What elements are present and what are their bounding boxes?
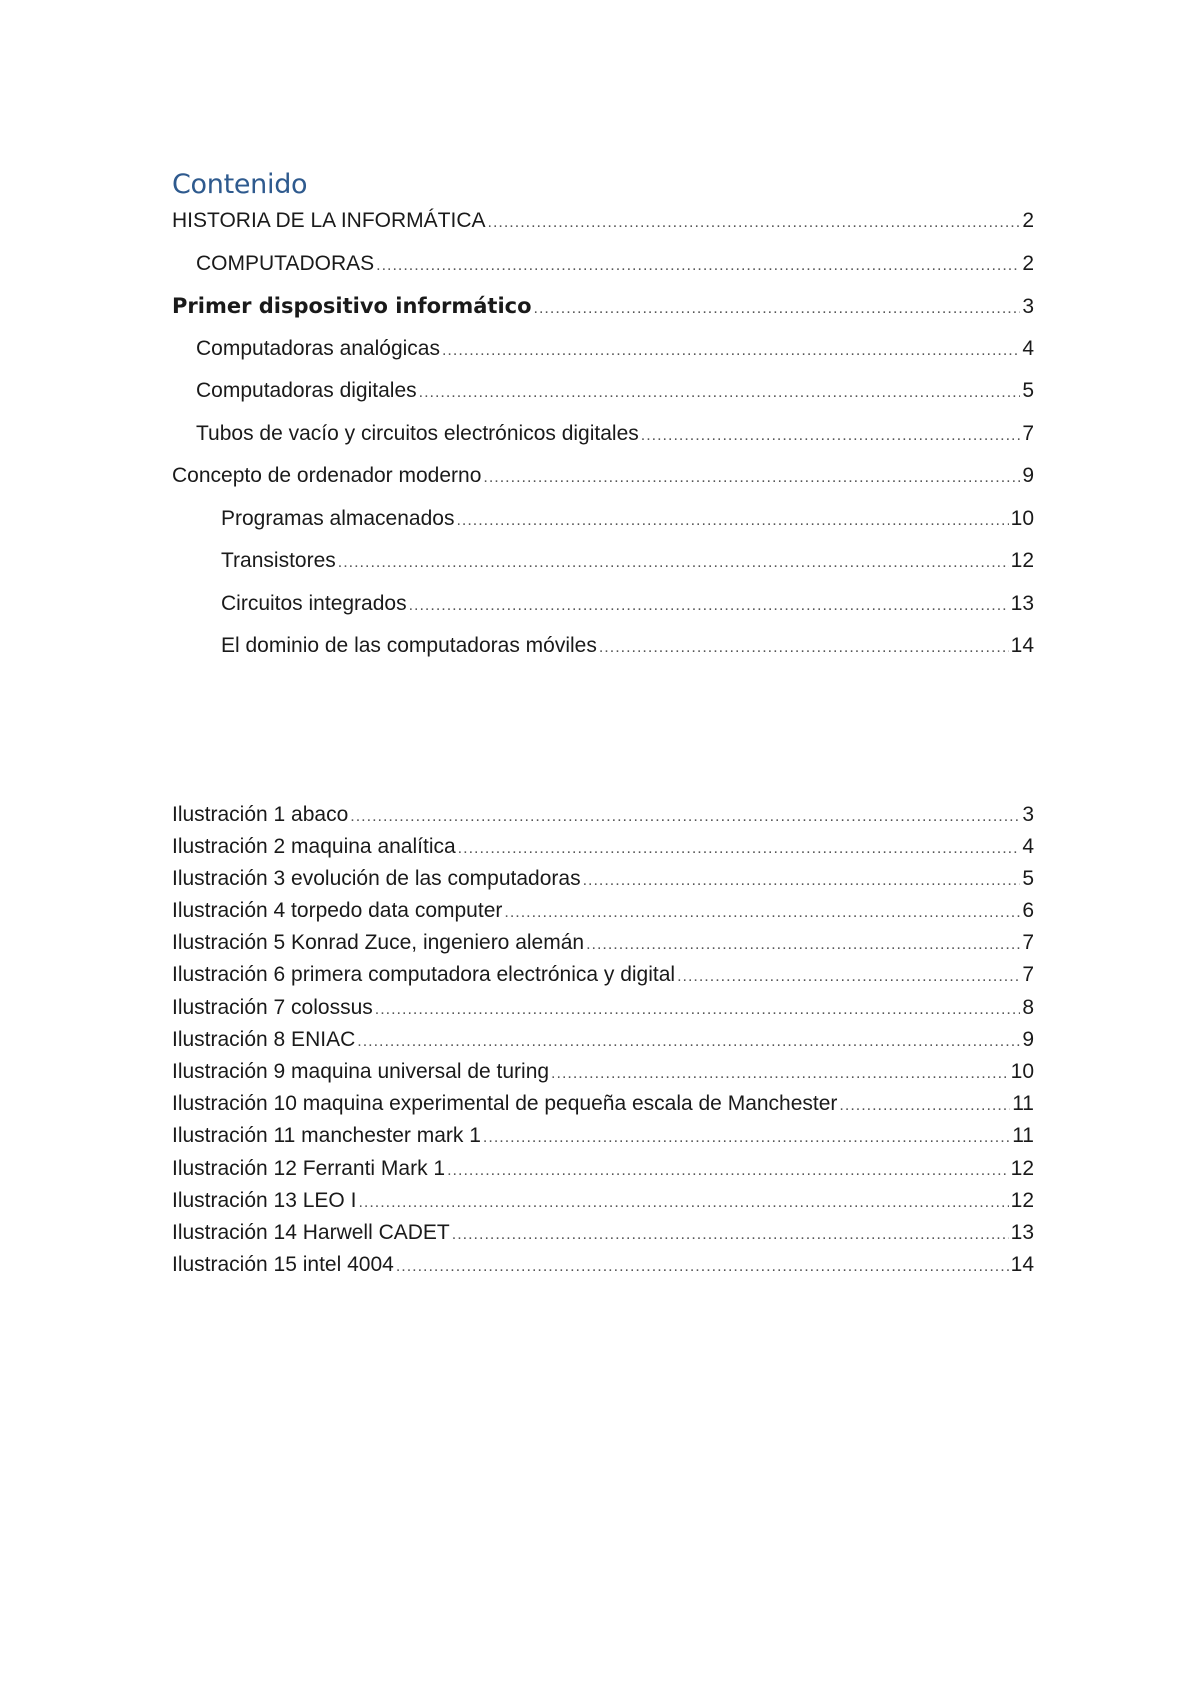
dot-leader bbox=[583, 868, 1021, 894]
figure-entry-label: Ilustración 15 intel 4004 bbox=[172, 1253, 394, 1277]
figure-entry-label: Ilustración 11 manchester mark 1 bbox=[172, 1124, 481, 1148]
figure-entry[interactable] bbox=[172, 1220, 1034, 1252]
dot-leader bbox=[456, 508, 1008, 534]
figure-entry[interactable] bbox=[172, 1123, 1034, 1155]
toc-entry-label: Programas almacenados bbox=[221, 506, 455, 530]
figure-entry-label: Ilustración 9 maquina universal de turing bbox=[172, 1060, 550, 1083]
toc-entry-label: Computadoras digitales bbox=[196, 379, 417, 402]
toc-entry-label: El dominio de las computadoras móviles bbox=[221, 634, 597, 657]
dot-leader bbox=[396, 1254, 1009, 1280]
dot-leader bbox=[409, 593, 1009, 619]
toc-entry-label: COMPUTADORAS bbox=[196, 251, 375, 275]
dot-leader bbox=[641, 423, 1021, 449]
dot-leader bbox=[375, 997, 1021, 1023]
toc-entry-page: 7 bbox=[1022, 421, 1034, 445]
figure-entry[interactable] bbox=[172, 1156, 1034, 1188]
toc-entry-page: 13 bbox=[1010, 591, 1034, 615]
figure-entry-label: Ilustración 13 LEO I bbox=[172, 1188, 357, 1212]
table-of-figures bbox=[172, 802, 1034, 1285]
toc-entry-page: 12 bbox=[1010, 549, 1034, 572]
figure-entry-label: Ilustración 4 torpedo data computer bbox=[172, 899, 503, 923]
dot-leader bbox=[483, 1125, 1010, 1151]
toc-entry-label: HISTORIA DE LA INFORMÁTICA bbox=[172, 209, 486, 232]
toc-entry[interactable] bbox=[172, 421, 1034, 464]
figure-entry-label: Ilustración 14 Harwell CADET bbox=[172, 1220, 450, 1244]
toc-entry[interactable] bbox=[172, 591, 1034, 634]
toc-entry-page: 2 bbox=[1022, 251, 1034, 275]
figure-entry[interactable] bbox=[172, 834, 1034, 866]
figure-entry-label: Ilustración 8 ENIAC bbox=[172, 1027, 356, 1051]
figure-entry-page: 9 bbox=[1022, 1027, 1034, 1051]
toc-entry[interactable] bbox=[172, 378, 1034, 421]
toc-entry[interactable] bbox=[172, 506, 1034, 549]
dot-leader bbox=[350, 804, 1020, 830]
figure-entry-page: 12 bbox=[1010, 1188, 1034, 1212]
table-of-contents bbox=[172, 208, 1034, 676]
toc-entry[interactable] bbox=[172, 208, 1034, 251]
figure-entry-page: 11 bbox=[1012, 1124, 1034, 1148]
dot-leader bbox=[458, 836, 1021, 862]
figure-entry-label: Ilustración 7 colossus bbox=[172, 995, 373, 1019]
dot-leader bbox=[599, 635, 1009, 661]
dot-leader bbox=[839, 1093, 1010, 1119]
toc-entry-page: 9 bbox=[1022, 464, 1034, 487]
dot-leader bbox=[447, 1158, 1009, 1184]
figure-entry-label: Ilustración 3 evolución de las computadoras bbox=[172, 866, 581, 890]
dot-leader bbox=[376, 253, 1020, 279]
dot-leader bbox=[551, 1061, 1009, 1087]
figure-entry-page: 6 bbox=[1022, 899, 1034, 923]
toc-entry-label: Transistores bbox=[221, 549, 336, 572]
dot-leader bbox=[534, 296, 1021, 322]
figure-entry-page: 3 bbox=[1022, 802, 1034, 826]
figure-entry-page: 11 bbox=[1012, 1092, 1034, 1116]
figure-entry[interactable] bbox=[172, 866, 1034, 898]
dot-leader bbox=[442, 338, 1020, 364]
toc-entry-label: Circuitos integrados bbox=[221, 591, 407, 615]
toc-entry[interactable] bbox=[172, 633, 1034, 676]
document-page bbox=[172, 168, 1034, 1284]
dot-leader bbox=[452, 1222, 1009, 1248]
figure-entry[interactable] bbox=[172, 1091, 1034, 1123]
figure-entry[interactable] bbox=[172, 962, 1034, 994]
figure-entry-page: 8 bbox=[1022, 995, 1034, 1019]
toc-entry-page: 5 bbox=[1022, 379, 1034, 402]
figure-entry[interactable] bbox=[172, 930, 1034, 962]
figure-entry[interactable] bbox=[172, 1188, 1034, 1220]
dot-leader bbox=[677, 964, 1020, 990]
toc-entry-label: Tubos de vacío y circuitos electrónicos digitales bbox=[196, 421, 639, 445]
figure-entry-page: 7 bbox=[1022, 931, 1034, 955]
figure-entry-page: 14 bbox=[1010, 1253, 1034, 1277]
toc-entry-page: 10 bbox=[1010, 506, 1034, 530]
figure-entry-page: 10 bbox=[1010, 1060, 1034, 1083]
dot-leader bbox=[357, 1029, 1020, 1055]
figure-entry-label: Ilustración 10 maquina experimental de pequeña escala de Manchester bbox=[172, 1092, 838, 1116]
figure-entry-label: Ilustración 12 Ferranti Mark 1 bbox=[172, 1156, 446, 1180]
toc-entry-label: Computadoras analógicas bbox=[196, 336, 440, 360]
toc-entry[interactable] bbox=[172, 336, 1034, 379]
toc-entry-page: 2 bbox=[1022, 209, 1034, 232]
figure-entry[interactable] bbox=[172, 995, 1034, 1027]
dot-leader bbox=[419, 380, 1021, 406]
dot-leader bbox=[504, 900, 1020, 926]
figure-entry-label: Ilustración 1 abaco bbox=[172, 802, 349, 826]
dot-leader bbox=[586, 932, 1020, 958]
figure-entry[interactable] bbox=[172, 1059, 1034, 1091]
toc-heading: Contenido bbox=[172, 169, 308, 200]
figure-entry[interactable] bbox=[172, 898, 1034, 930]
dot-leader bbox=[483, 465, 1020, 491]
figure-entry-page: 12 bbox=[1010, 1156, 1034, 1180]
figure-entry-label: Ilustración 2 maquina analítica bbox=[172, 834, 456, 858]
toc-entry-page: 14 bbox=[1010, 634, 1034, 657]
dot-leader bbox=[338, 550, 1009, 576]
figure-entry-label: Ilustración 6 primera computadora electrónica y digital bbox=[172, 963, 676, 987]
figure-entry[interactable] bbox=[172, 1027, 1034, 1059]
dot-leader bbox=[488, 210, 1021, 236]
toc-entry-label: Primer dispositivo informático bbox=[172, 294, 532, 318]
figure-entry-page: 7 bbox=[1022, 963, 1034, 987]
toc-entry-label: Concepto de ordenador moderno bbox=[172, 464, 482, 487]
figure-entry[interactable] bbox=[172, 802, 1034, 834]
toc-entry[interactable] bbox=[172, 293, 1034, 336]
figure-entry-page: 5 bbox=[1022, 866, 1034, 890]
toc-entry[interactable] bbox=[172, 251, 1034, 294]
figure-entry-page: 13 bbox=[1010, 1220, 1034, 1244]
figure-entry-page: 4 bbox=[1022, 834, 1034, 858]
toc-entry-page: 3 bbox=[1022, 295, 1034, 318]
dot-leader bbox=[358, 1190, 1008, 1216]
toc-entry[interactable] bbox=[172, 463, 1034, 506]
figure-entry[interactable] bbox=[172, 1252, 1034, 1284]
toc-entry-page: 4 bbox=[1022, 336, 1034, 360]
figure-entry-label: Ilustración 5 Konrad Zuce, ingeniero alemán bbox=[172, 931, 585, 955]
toc-entry[interactable] bbox=[172, 548, 1034, 591]
